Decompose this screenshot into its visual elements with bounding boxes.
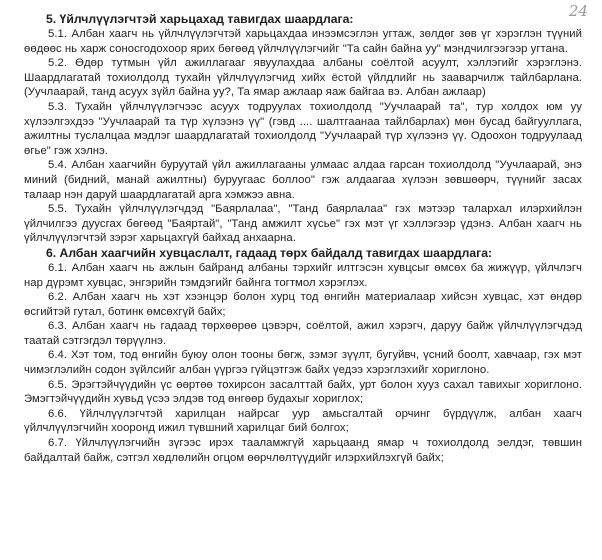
paragraph-5-2: 5.2. Өдөр тутмын үйл ажиллагааг явуулахдаа албаны соёлтой асуулт, хэллэгийг хэрэглэнэ. Шаардлагатай тохиолдолд тухайн үйлчлүүлэгчид хийх ёстой үйлдлийг нь зааварчилж тайлбарлана. (Уучлаарай, танд асуух зүйл байна уу?, Та ямар ажлаар яаж байгаа вэ. Албан ажлаар) [24, 57, 582, 99]
paragraph-6-5: 6.5. Эрэгтэйчүүдийн үс өөртөө тохирсон засалттай байх, урт болон хууз сахал тавихыг хориглоно. Эмэгтэйчүүдийн хувьд үсээ элдэв тод өнгөөр будахыг хориглох; [24, 378, 582, 406]
paragraph-5-4: 5.4. Албан хаагчийн буруутай үйл ажиллагааны улмаас алдаа гарсан тохиолдолд "Уучлаарай, энэ миний (бидний, манай ажилтны) буруугаас боллоо" гэж алдаагаа хүлээн зөвшөөрч, түүнийг засах талаар нэн даруй шаардлагатай арга хэмжээ авна. [24, 159, 582, 201]
handwritten-page-number: 24 [568, 2, 588, 20]
paragraph-5-5: 5.5. Тухайн үйлчлүүлэгчдэд "Баярлалаа", "Танд баярлалаа" гэх мэтээр талархал илэрхийлэн үйлчилгээ дуусгах бөгөөд "Баяртай", "Танд амжилт хүсье" гэх мэт үг хэллэгээр үдэнэ. Албан хаагч нь үйлчлүүлэгчтэй зэрэг харьцахгүй байхад анхаарна. [24, 203, 582, 245]
paragraph-6-1: 6.1. Албан хаагч нь ажлын байранд албаны тэрхийг илтгэсэн хувцсыг өмсөх ба жижүүр, үйлчлэгч нар дүрэмт хувцас, энгэрийн тэмдэгийг байнга тогтмол хэрэглэх. [24, 261, 582, 289]
paragraph-6-7: 6.7. Үйлчлүүлэгчийн зүгээс ирэх тааламжгүй харьцаанд ямар ч тохиолдолд эелдэг, төвшин байдалтай байж, сэтгэл хөдлөлийн огцом өөрчлөлтүүдийг илэрхийлэхгүй байх; [24, 437, 582, 464]
paragraph-5-3: 5.3. Тухайн үйлчлүүлэгчээс асуух тодруулах тохиолдолд "Уучлаарай та", тур холдох юм уу хүлээлгэхдээ "Уучлаарай та түр хүлээнэ үү" (гэвд .... шалтгаанаа тайлбарлах) мөн бусад байгууллага, ажилтны туслалцаа мэдлэг шаардлагатай тохиолдолд "Уучлаарай түр хүлээнэ үү. Одоохон тодруулаад өгье" гэж хэлнэ. [24, 100, 582, 157]
paragraph-6-6: 6.6. Үйлчлүүлэгчтэй харилцан найрсаг уур амьсгалтай орчинг бүрдүүлж, албан хаагч үйлчлүүлэгчийн хооронд ижил түвшний харилцаг бий болгох; [24, 407, 582, 435]
paragraph-6-3: 6.3. Албан хаагч нь гадаад төрхөөрөө цэвэрч, соёлтой, ажил хэрэгч, даруу байж үйлчлүүлэгчдэд таатай сэтгэгдэл төрүүлнэ. [24, 320, 582, 347]
paragraph-6-2: 6.2. Албан хаагч нь хэт хээнцэр болон хурц тод өнгийн материалаар хийсэн хувцас, хэт өндөр өсгийтэй гутал, ботинк өмсөхгүй байх; [24, 291, 582, 318]
section-6-heading: 6. Албан хаагчийн хувцаслалт, гадаад төрх байдалд тавигдах шаардлага: [46, 245, 493, 260]
paragraph-6-4: 6.4. Хэт том, тод өнгийн буюу олон тооны бөгж, зэмэг зүүлт, бугуйвч, үсний боолт, хавчаар, гэх мэт чимэглэлийн содон зүйлсийг албан үүргээ гүйцэтгэж байх үедээ хэрэглэхийг хориглоно. [24, 349, 582, 377]
paragraph-5-1: 5.1. Албан хаагч нь үйлчлүүлэгчтэй харьцахдаа инээмсэглэн угтаж, зөлдөг зөв үг хэрэглэн түүний өөдөөс нь харж соносгодохоор ярих бөгөөд үйлчлүүлэгчийг "Та сайн байна уу" мэндчилгээгээр угтана. [24, 28, 582, 55]
section-5-heading: 5. Үйлчлүүлэгчтэй харьцахад тавигдах шаардлага: [46, 12, 354, 26]
